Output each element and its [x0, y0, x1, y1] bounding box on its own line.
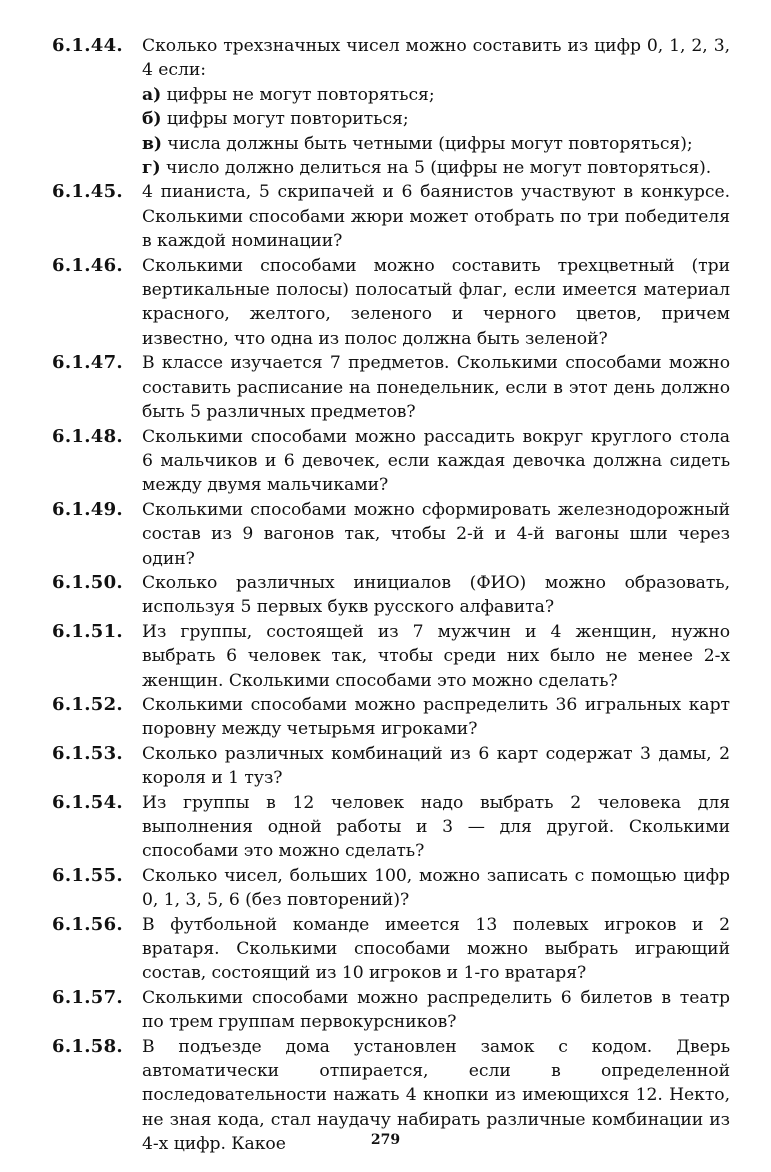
problem-6-1-47 [52, 351, 732, 424]
problem-text: Из группы в 12 человек надо выбрать 2 человека для выполнения одной работы и 3 — для другой. Сколькими способами это можно сделать? [142, 792, 730, 862]
sub-item-text: число должно делиться на 5 (цифры не могут повторяться). [166, 158, 712, 179]
problem-number: 6.1.50. [52, 571, 123, 593]
problem-text: Сколько чисел, больших 100, можно записать с помощью цифр 0, 1, 3, 5, 6 (без повторений)? [142, 865, 730, 911]
problem-text: Сколькими способами можно сформировать железнодорожный состав из 9 вагонов так, чтобы 2-й и 4-й вагоны шли через один? [142, 499, 730, 569]
sub-item-label: б) [142, 109, 162, 130]
problem-text: Сколько различных инициалов (ФИО) можно образовать, используя 5 первых букв русского алфавита? [142, 572, 730, 618]
problem-text [142, 34, 730, 180]
sub-item-label: а) [142, 84, 162, 105]
problem-text: В футбольной команде имеется 13 полевых игроков и 2 вратаря. Сколькими способами можно выбрать играющий состав, состоящий из 10 игроков и 1-го вратаря? [142, 914, 730, 984]
sub-item-text: цифры могут повториться; [166, 109, 409, 130]
problem-6-1-54 [52, 791, 732, 864]
problem-text: В классе изучается 7 предметов. Сколькими способами можно составить расписание на понедельник, если в этот день должно быть 5 различных предметов? [142, 353, 730, 423]
problem-number: 6.1.48. [52, 425, 123, 447]
problem-6-1-55 [52, 864, 732, 913]
problem-6-1-50 [52, 571, 732, 620]
sub-item-text: числа должны быть четными (цифры могут повторяться); [167, 133, 693, 154]
problem-number: 6.1.47. [52, 352, 123, 374]
problem-text: Сколько различных комбинаций из 6 карт содержат 3 дамы, 2 короля и 1 туз? [142, 743, 730, 789]
problem-number: 6.1.53. [52, 742, 123, 764]
problem-6-1-57 [52, 986, 732, 1035]
problem-number: 6.1.56. [52, 913, 123, 935]
sub-item-g [142, 156, 730, 180]
problem-text: Сколькими способами можно распределить 6 билетов в театр по трем группам первокурсников? [142, 987, 730, 1033]
page-number: 279 [370, 1132, 401, 1148]
problem-text: Сколькими способами можно распределить 36 игральных карт поровну между четырьмя игроками? [142, 694, 730, 740]
sub-item-a [142, 83, 730, 107]
problem-number: 6.1.55. [52, 864, 123, 886]
problem-6-1-48 [52, 425, 732, 498]
problem-number: 6.1.57. [52, 986, 123, 1008]
problem-6-1-51 [52, 620, 732, 693]
problem-number: 6.1.45. [52, 181, 123, 203]
problem-number: 6.1.44. [52, 35, 123, 56]
problem-text: В подъезде дома установлен замок с кодом. Дверь автоматически отпирается, если в определенной последовательности нажать 4 кнопки из имеющихся 12. Некто, не зная кода, стал наудачу набирать различные комбинации из 4-х цифр. Какое [142, 1036, 730, 1155]
problem-6-1-56 [52, 913, 732, 986]
problem-text: Сколькими способами можно составить трехцветный (три вертикальные полосы) полосатый флаг, если имеется материал красного, желтого, зеленого и черного цветов, причем известно, что одна из полос должна быть зеленой? [142, 255, 730, 349]
problem-6-1-49 [52, 498, 732, 571]
problem-text: Сколькими способами можно рассадить вокруг круглого стола 6 мальчиков и 6 девочек, если каждая девочка должна сидеть между двумя мальчиками? [142, 426, 730, 496]
problem-number: 6.1.52. [52, 693, 123, 715]
problem-6-1-53 [52, 742, 732, 791]
problem-number: 6.1.49. [52, 498, 123, 520]
problem-number: 6.1.54. [52, 791, 123, 813]
problem-text: 4 пианиста, 5 скрипачей и 6 баянистов участвуют в конкурсе. Сколькими способами жюри может отобрать по три победителя в каждой номинации? [142, 182, 730, 252]
sub-item-label: в) [142, 133, 162, 154]
problem-number: 6.1.51. [52, 620, 123, 642]
problem-6-1-52 [52, 693, 732, 742]
sub-item-v [142, 132, 730, 156]
problem-6-1-45 [52, 180, 732, 253]
sub-item-b [142, 107, 730, 131]
sub-item-label: г) [142, 158, 161, 179]
problem-text: Из группы, состоящей из 7 мужчин и 4 женщин, нужно выбрать 6 человек так, чтобы среди них было не менее 2-х женщин. Сколькими способами это можно сделать? [142, 621, 730, 691]
sub-item-text: цифры не могут повторяться; [166, 84, 435, 105]
problem-6-1-46 [52, 254, 732, 352]
problem-number: 6.1.46. [52, 254, 123, 276]
problem-statement: Сколько трехзначных чисел можно составить из цифр 0, 1, 2, 3, 4 если: [142, 36, 730, 81]
problem-number: 6.1.58. [52, 1035, 123, 1057]
problem-6-1-44 [52, 34, 732, 180]
problem-list [52, 34, 732, 1157]
